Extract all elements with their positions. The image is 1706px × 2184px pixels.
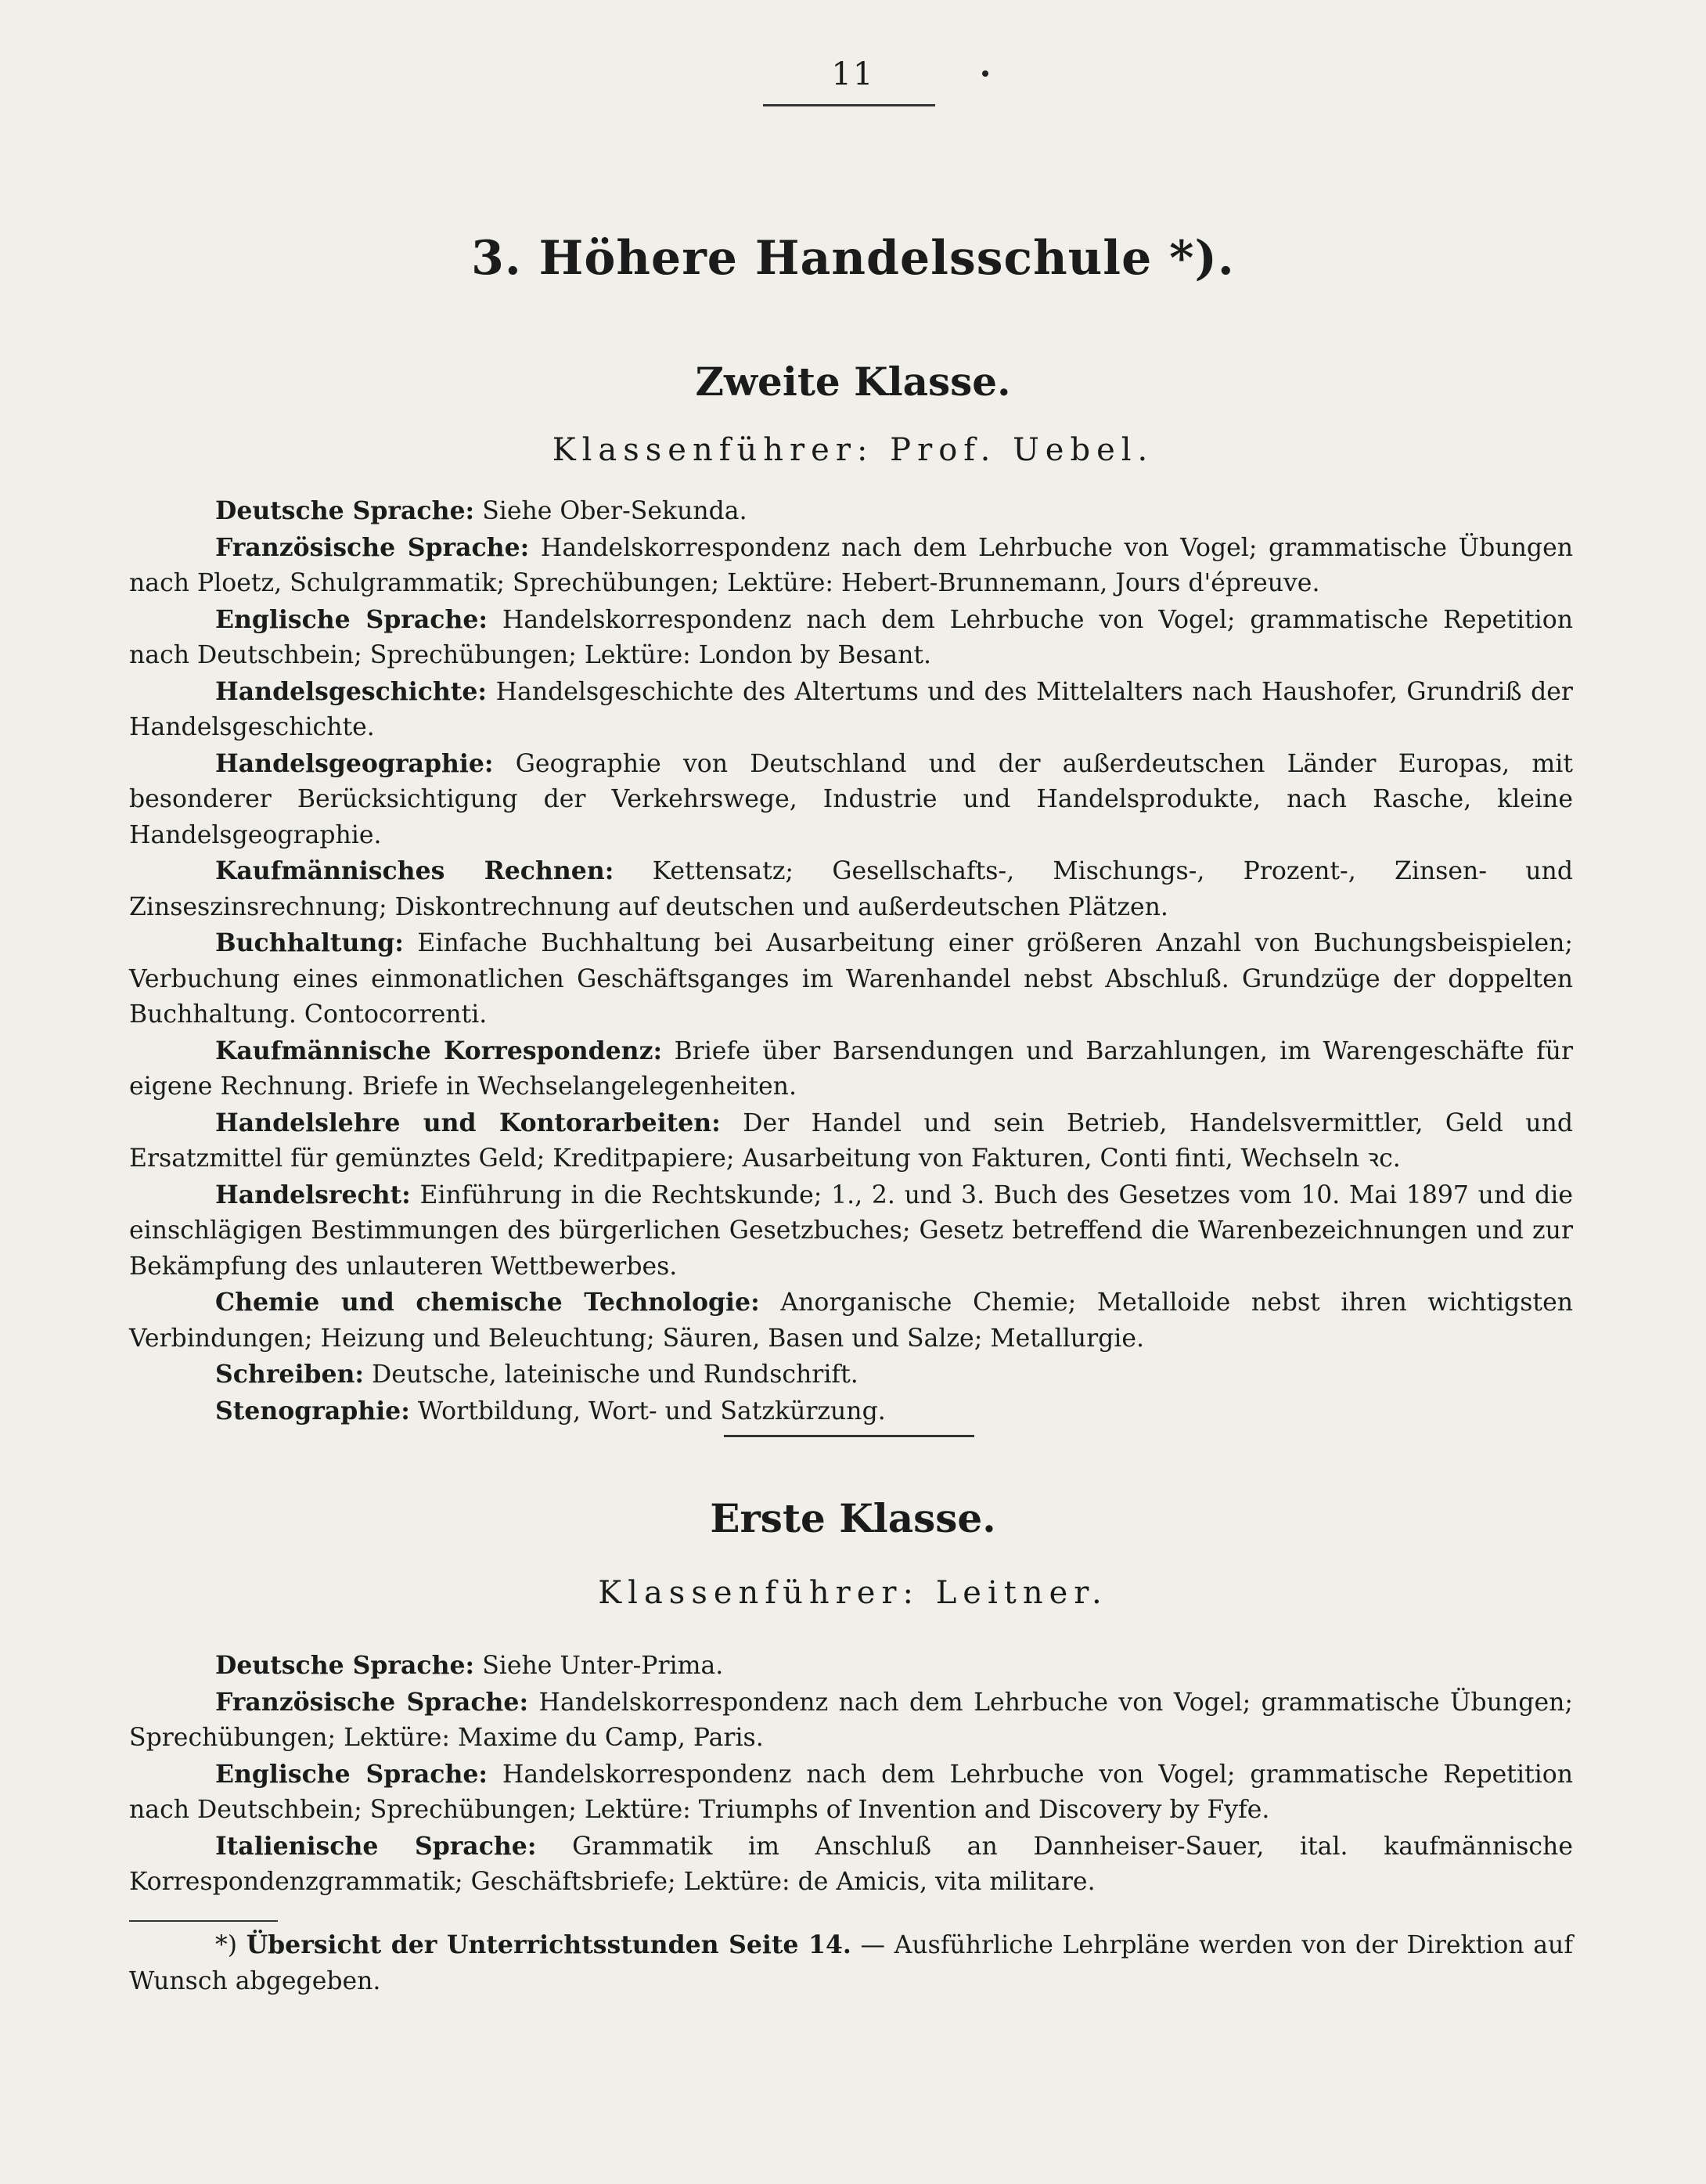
ink-dot (982, 70, 988, 77)
subject-paragraph (129, 1648, 1573, 1685)
subject-paragraph (129, 746, 1573, 854)
footnote-marker: *) (215, 1931, 238, 1959)
subject-name: Schreiben: (215, 1360, 365, 1389)
subject-paragraph (129, 1357, 1573, 1393)
subject-text: Einführung in die Rechtskunde; 1., 2. und 3. Buch des Gesetzes vom 10. Mai 1897 und die einschlägigen Bestimmungen des bürgerlichen Gesetzbuches; Gesetz betreffend die Warenbezeichnungen und zur Bekämpfung des unlauteren Wettbewerbes. (129, 1180, 1573, 1281)
subject-name: Handelslehre und Kontorarbeiten: (215, 1108, 721, 1137)
class-two-curriculum (129, 493, 1573, 1429)
subject-text: Handelskorrespondenz nach dem Lehrbuche von Vogel; grammatische Übungen; Sprechübungen; Lektüre: Maxime du Camp, Paris. (129, 1688, 1573, 1752)
class-one-curriculum (129, 1648, 1573, 1901)
subject-paragraph (129, 1177, 1573, 1285)
subject-name: Deutsche Sprache: (215, 496, 475, 525)
subject-text: Geographie von Deutschland und der außerdeutschen Länder Europas, mit besonderer Berücksichtigung der Verkehrswege, Industrie und Handelsprodukte, nach Rasche, kleine Handelsgeographie. (129, 749, 1573, 849)
footnote-rule (129, 1920, 278, 1922)
subject-text: Handelskorrespondenz nach dem Lehrbuche von Vogel; grammatische Repetition nach Deutschbein; Sprechübungen; Lektüre: London by Besant. (129, 605, 1573, 669)
subject-text: Briefe über Barsendungen und Barzahlungen, im Warengeschäfte für eigene Rechnung. Briefe in Wechselangelegenheiten. (129, 1036, 1573, 1101)
subject-name: Chemie und chemische Technologie: (215, 1288, 760, 1317)
subject-paragraph (129, 530, 1573, 602)
subject-text: Anorganische Chemie; Metalloide nebst ihren wichtigsten Verbindungen; Heizung und Beleuchtung; Säuren, Basen und Salze; Metallurgie. (129, 1288, 1574, 1353)
subject-name: Italienische Sprache: (215, 1831, 537, 1861)
subject-text: Deutsche, lateinische und Rundschrift. (372, 1360, 858, 1389)
class-one-leader: Klassenführer: Leitner. (598, 1575, 1108, 1611)
subject-name: Englische Sprache: (215, 1759, 488, 1789)
subject-name: Französische Sprache: (215, 532, 530, 562)
page-number-rule (763, 104, 935, 106)
subject-paragraph (129, 1033, 1573, 1105)
footnote-bold-text: Übersicht der Unterrichtsstunden Seite 14. (246, 1930, 851, 1959)
subject-paragraph (129, 493, 1573, 530)
subject-paragraph (129, 925, 1573, 1033)
subject-text: Handelskorrespondenz nach dem Lehrbuche von Vogel; grammatische Übungen nach Ploetz, Schulgrammatik; Sprechübungen; Lektüre: Hebert-Brunnemann, Jours d'épreuve. (129, 533, 1573, 597)
subject-paragraph (129, 1393, 1573, 1430)
subject-text: Handelsgeschichte des Altertums und des Mittelalters nach Haushofer, Grundriß der Handelsgeschichte. (129, 677, 1573, 741)
section-divider (724, 1435, 974, 1437)
subject-name: Stenographie: (215, 1396, 410, 1425)
subject-text: Grammatik im Anschluß an Dannheiser-Sauer, ital. kaufmännische Korrespondenzgrammatik; Geschäftsbriefe; Lektüre: de Amicis, vita militare. (129, 1832, 1573, 1896)
subject-text: Der Handel und sein Betrieb, Handelsvermittler, Geld und Ersatzmittel für gemünztes Geld; Kreditpapiere; Ausarbeitung von Fakturen, Conti finti, Wechseln ꝛc. (129, 1108, 1574, 1173)
class-two-title: Zweite Klasse. (695, 359, 1011, 405)
subject-paragraph (129, 1285, 1573, 1357)
footnote (129, 1927, 1573, 1999)
footnote-paragraph (129, 1927, 1573, 1999)
footnote-text: — Ausführliche Lehrpläne werden von der Direktion auf Wunsch abgegeben. (129, 1931, 1573, 1995)
subject-name: Handelsgeographie: (215, 748, 494, 778)
subject-paragraph (129, 853, 1573, 925)
subject-text: Siehe Unter-Prima. (482, 1652, 724, 1680)
subject-name: Französische Sprache: (215, 1687, 529, 1717)
subject-paragraph (129, 1829, 1573, 1901)
subject-paragraph (129, 602, 1573, 674)
subject-name: Buchhaltung: (215, 928, 404, 957)
subject-name: Handelsgeschichte: (215, 676, 487, 706)
subject-text: Handelskorrespondenz nach dem Lehrbuche von Vogel; grammatische Repetition nach Deutschbein; Sprechübungen; Lektüre: Triumphs of Invention and Discovery by Fyfe. (129, 1760, 1573, 1824)
class-one-title: Erste Klasse. (710, 1495, 996, 1541)
subject-text: Siehe Ober-Sekunda. (482, 497, 747, 525)
subject-text: Kettensatz; Gesellschafts-, Mischungs-, Prozent-, Zinsen- und Zinseszinsrechnung; Diskontrechnung auf deutschen und außerdeutschen Plätzen. (129, 857, 1573, 921)
subject-text: Wortbildung, Wort- und Satzkürzung. (417, 1397, 886, 1425)
subject-paragraph (129, 674, 1573, 746)
subject-paragraph (129, 1105, 1573, 1177)
page-number: 11 (831, 56, 875, 92)
section-title: 3. Höhere Handelsschule *). (471, 231, 1235, 286)
class-two-leader: Klassenführer: Prof. Uebel. (552, 432, 1154, 468)
subject-name: Kaufmännisches Rechnen: (215, 856, 614, 885)
subject-name: Kaufmännische Korrespondenz: (215, 1036, 663, 1065)
subject-name: Englische Sprache: (215, 604, 488, 634)
subject-paragraph (129, 1757, 1573, 1829)
subject-name: Handelsrecht: (215, 1180, 411, 1209)
subject-paragraph (129, 1685, 1573, 1757)
subject-text: Einfache Buchhaltung bei Ausarbeitung einer größeren Anzahl von Buchungsbeispielen; Verbuchung eines einmonatlichen Geschäftsganges im Warenhandel nebst Abschluß. Grundzüge der doppelten Buchhaltung. Contocorrenti. (129, 929, 1574, 1029)
subject-name: Deutsche Sprache: (215, 1651, 475, 1680)
